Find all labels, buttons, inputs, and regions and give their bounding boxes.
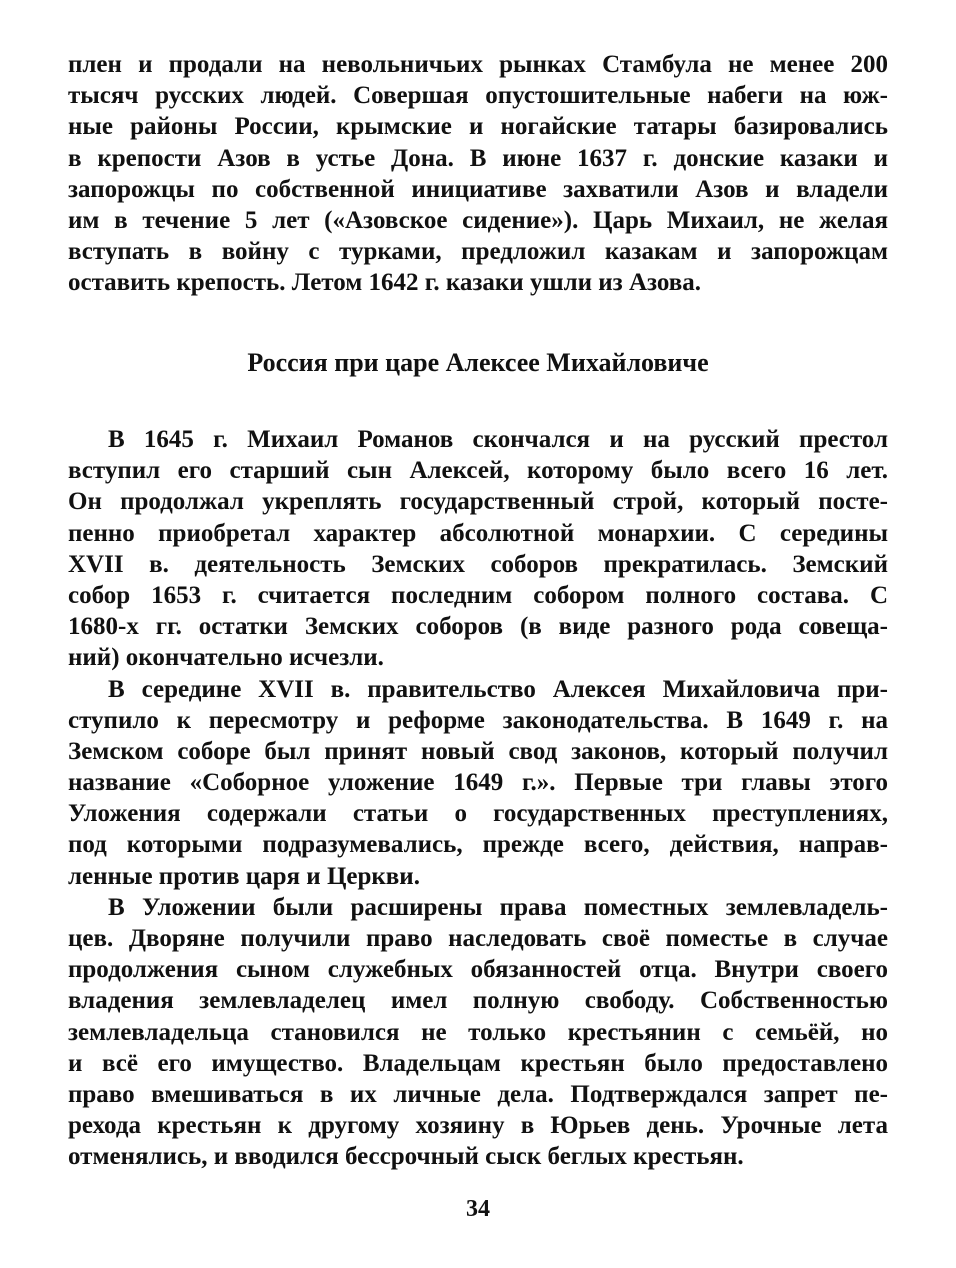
text-line: Земском соборе был принят новый свод законов, который получил <box>68 737 888 765</box>
text-line: ленные против царя и Церкви. <box>68 862 420 890</box>
text-line: название «Соборное уложение 1649 г.». Первые три главы этого <box>68 769 888 797</box>
section-body <box>68 424 888 1173</box>
text-line: Он продолжал укреплять государственный строй, который посте- <box>68 488 888 516</box>
paragraph <box>68 892 888 1173</box>
text-line: землевладельца становился не только крестьянин с семьёй, но <box>68 1018 888 1046</box>
text-line: вступил его старший сын Алексей, которому было всего 16 лет. <box>68 457 888 485</box>
text-line: плен и продали на невольничьих рынках Стамбула не менее 200 <box>68 51 888 78</box>
text-line: владения землевладелец имел полную свободу. Собственностью <box>68 987 888 1015</box>
section-heading: Россия при царе Алексее Михайловиче <box>247 348 709 377</box>
text-line: оставить крепость. Летом 1642 г. казаки ушли из Азова. <box>68 269 702 297</box>
continued-paragraph <box>68 49 888 299</box>
text-line: В середине XVII в. правительство Алексея Михайловича при- <box>108 675 888 703</box>
text-line: цев. Дворяне получили право наследовать своё поместье в случае <box>68 925 888 952</box>
text-line: XVII в. деятельность Земских соборов прекратилась. Земский <box>68 550 888 578</box>
text-line: собор 1653 г. считается последним собором полного состава. С <box>68 581 888 609</box>
text-line: ные районы России, крымские и ногайские татары базировались <box>68 113 888 141</box>
text-line: и всё его имущество. Владельцам крестьян было предоставлено <box>68 1049 888 1077</box>
paragraph <box>68 424 888 674</box>
text-line: вступать в войну с турками, предложил казакам и запорожцам <box>68 238 888 266</box>
page-number: 34 <box>466 1196 490 1222</box>
text-line: отменялись, и вводился бессрочный сыск беглых крестьян. <box>68 1143 744 1171</box>
text-line: В Уложении были расширены права поместных землевладель- <box>108 893 888 921</box>
text-line: право вмешиваться в их личные дела. Подтверждался запрет пе- <box>68 1080 888 1108</box>
paragraph <box>68 674 888 892</box>
text-line: им в течение 5 лет («Азовское сидение»). Царь Михаил, не желая <box>68 206 888 234</box>
text-line: ступило к пересмотру и реформе законодательства. В 1649 г. на <box>68 706 888 734</box>
text-line: В 1645 г. Михаил Романов скончался и на русский престол <box>108 426 888 453</box>
text-line: тысяч русских людей. Совершая опустошительные набеги на юж- <box>68 82 888 110</box>
text-line: продолжения сыном служебных обязанностей отца. Внутри своего <box>68 956 888 984</box>
text-line: запорожцы по собственной инициативе захватили Азов и владели <box>68 175 888 203</box>
text-line: рехода крестьян к другому хозяину в Юрьев день. Урочные лета <box>68 1112 888 1140</box>
text-line: в крепости Азов в устье Дона. В июне 1637 г. донские казаки и <box>68 144 888 172</box>
text-line: Уложения содержали статьи о государственных преступлениях, <box>68 800 888 828</box>
text-line: 1680-х гг. остатки Земских соборов (в виде разного рода совеща- <box>68 613 888 641</box>
text-line: под которыми подразумевались, прежде всего, действия, направ- <box>68 831 888 859</box>
text-line: пенно приобретал характер абсолютной монархии. С середины <box>68 519 888 547</box>
paragraph <box>68 49 888 299</box>
text-line: ний) окончательно исчезли. <box>68 644 384 672</box>
